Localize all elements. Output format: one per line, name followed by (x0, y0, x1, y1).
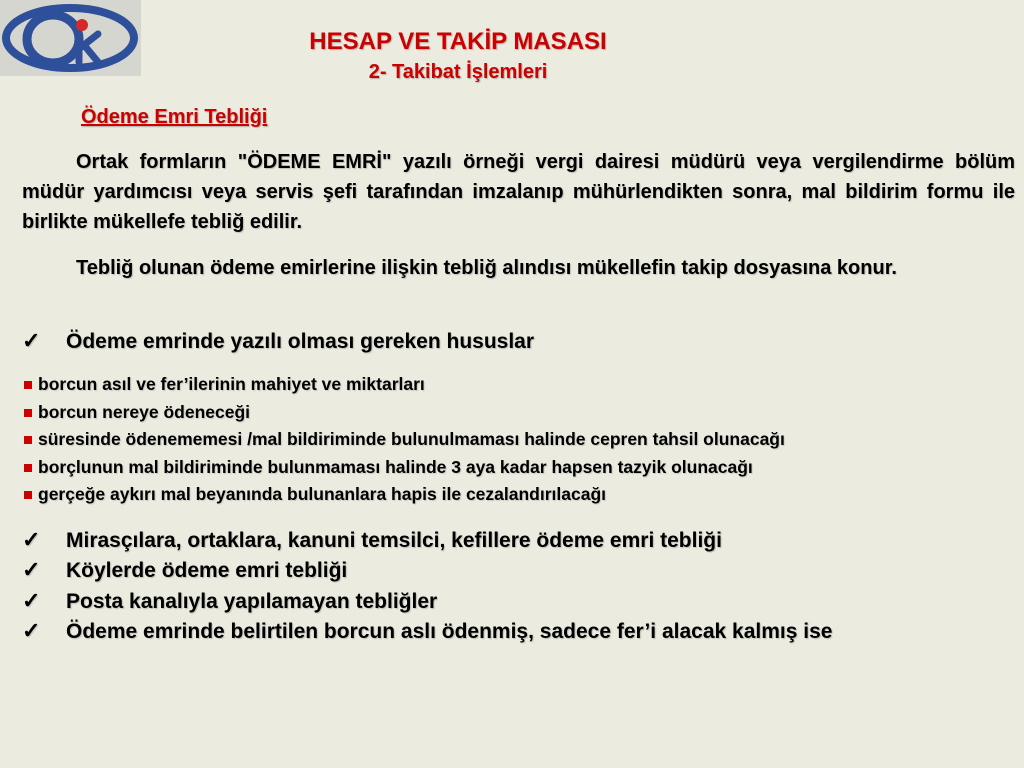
square-bullet-icon (24, 436, 32, 444)
checkmark-icon: ✓ (22, 557, 41, 582)
list-item-label: gerçeğe aykırı mal beyanında bulunanlara hapis ile cezalandırılacağı (38, 484, 607, 504)
checkmark-icon: ✓ (22, 588, 41, 613)
checkmark-icon: ✓ (22, 618, 41, 643)
check-item-label: Köylerde ödeme emri tebliği (66, 559, 348, 582)
check-item-label: Mirasçılara, ortaklara, kanuni temsilci, kefillere ödeme emri tebliği (66, 529, 722, 552)
list-item-label: borcun asıl ve fer’ilerinin mahiyet ve miktarları (38, 374, 425, 394)
square-bullet-icon (24, 381, 32, 389)
paragraph-1: Ortak formların "ÖDEME EMRİ" yazılı örneği vergi dairesi müdürü veya vergilendirme bölüm müdür yardımcısı veya servis şefi tarafından imzalanıp mühürlendikten sonra, mal bildirim formu ile birlikte mükellefe tebliğ edilir. (22, 151, 1015, 233)
check-item-label: Ödeme emrinde yazılı olması gereken hususlar (66, 330, 535, 353)
list-item-label: süresinde ödenememesi /mal bildiriminde bulunulmaması halinde cepren tahsil olunacağı (38, 429, 785, 449)
square-bullet-icon (24, 464, 32, 472)
square-bullet-icon (24, 409, 32, 417)
paragraph-2: Tebliğ olunan ödeme emirlerine ilişkin tebliğ alındısı mükellefin takip dosyasına konur. (76, 257, 897, 279)
page-subtitle: 2- Takibat İşlemleri (368, 61, 548, 83)
check-item-label: Posta kanalıyla yapılamayan tebliğler (66, 590, 438, 613)
checkmark-icon: ✓ (22, 328, 41, 353)
checkmark-icon: ✓ (22, 527, 41, 552)
list-item-label: borcun nereye ödeneceği (38, 401, 251, 422)
section-heading: Ödeme Emri Tebliği (81, 106, 268, 128)
square-bullet-icon (24, 491, 32, 499)
check-item-label: Ödeme emrinde belirtilen borcun aslı ödenmiş, sadece fer’i alacak kalmış ise (66, 620, 833, 643)
page-title: HESAP VE TAKİP MASASI (309, 28, 607, 55)
list-item-label: borçlunun mal bildiriminde bulunmaması halinde 3 aya kadar hapsen tazyik olunacağı (38, 456, 753, 477)
